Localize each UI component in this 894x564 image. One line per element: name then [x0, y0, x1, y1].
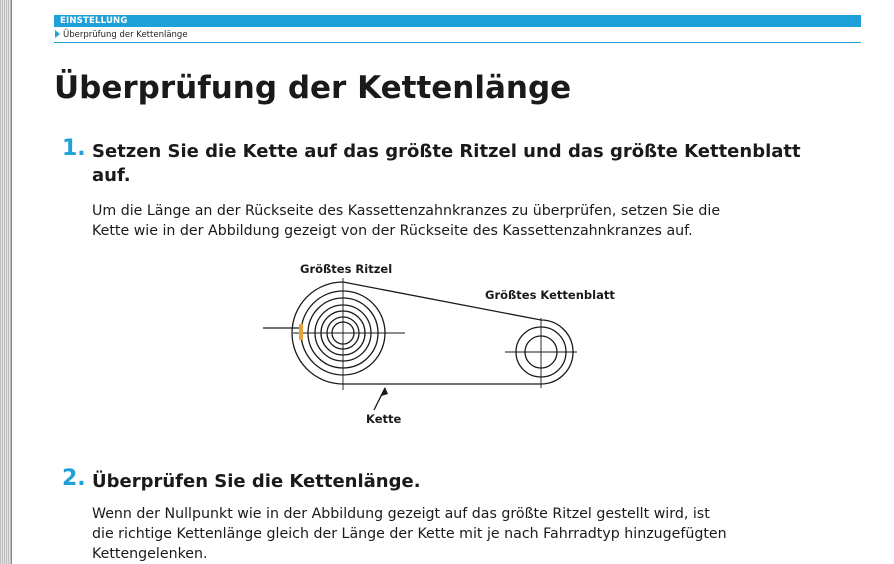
page-edge-strip — [0, 0, 12, 564]
step-1-number: 1. — [62, 136, 86, 161]
step-1-body-line: Um die Länge an der Rückseite des Kassettenzahnkranzes zu überprüfen, setzen Sie die — [92, 203, 721, 219]
label-largest-sprocket: Größtes Ritzel — [300, 262, 393, 276]
step-2-heading — [92, 470, 852, 494]
step-2-body-line: Kettengelenken. — [92, 546, 208, 562]
zero-point-marker — [299, 324, 303, 340]
breadcrumb-label: Überprüfung der Kettenlänge — [63, 30, 188, 40]
label-chain: Kette — [366, 412, 402, 426]
step-1-body-line: Kette wie in der Abbildung gezeigt von der Rückseite des Kassettenzahnkranzes auf. — [92, 223, 693, 239]
step-2-heading-line: Überprüfen Sie die Kettenlänge. — [92, 471, 421, 492]
step-1-body — [92, 201, 872, 241]
step-1-heading — [92, 140, 852, 188]
step-2-number: 2. — [62, 466, 86, 491]
section-header-bar: EINSTELLUNG — [54, 15, 861, 27]
breadcrumb — [54, 29, 861, 43]
page-title: Überprüfung der Kettenlänge — [54, 70, 572, 106]
step-1-heading-line: auf. — [92, 165, 131, 186]
step-2-body-line: die richtige Kettenlänge gleich der Länge der Kette mit je nach Fahrradtyp hinzugefügten — [92, 526, 727, 542]
step-1-heading-line: Setzen Sie die Kette auf das größte Ritzel und das größte Kettenblatt — [92, 141, 801, 162]
step-2-body-line: Wenn der Nullpunkt wie in der Abbildung gezeigt auf das größte Ritzel gestellt wird, ist — [92, 506, 710, 522]
chain-leader-arrowhead — [381, 387, 388, 396]
chain-diagram — [255, 270, 585, 415]
label-largest-chainring: Größtes Kettenblatt — [485, 288, 615, 302]
triangle-right-icon — [55, 30, 60, 38]
step-2-body — [92, 504, 872, 564]
